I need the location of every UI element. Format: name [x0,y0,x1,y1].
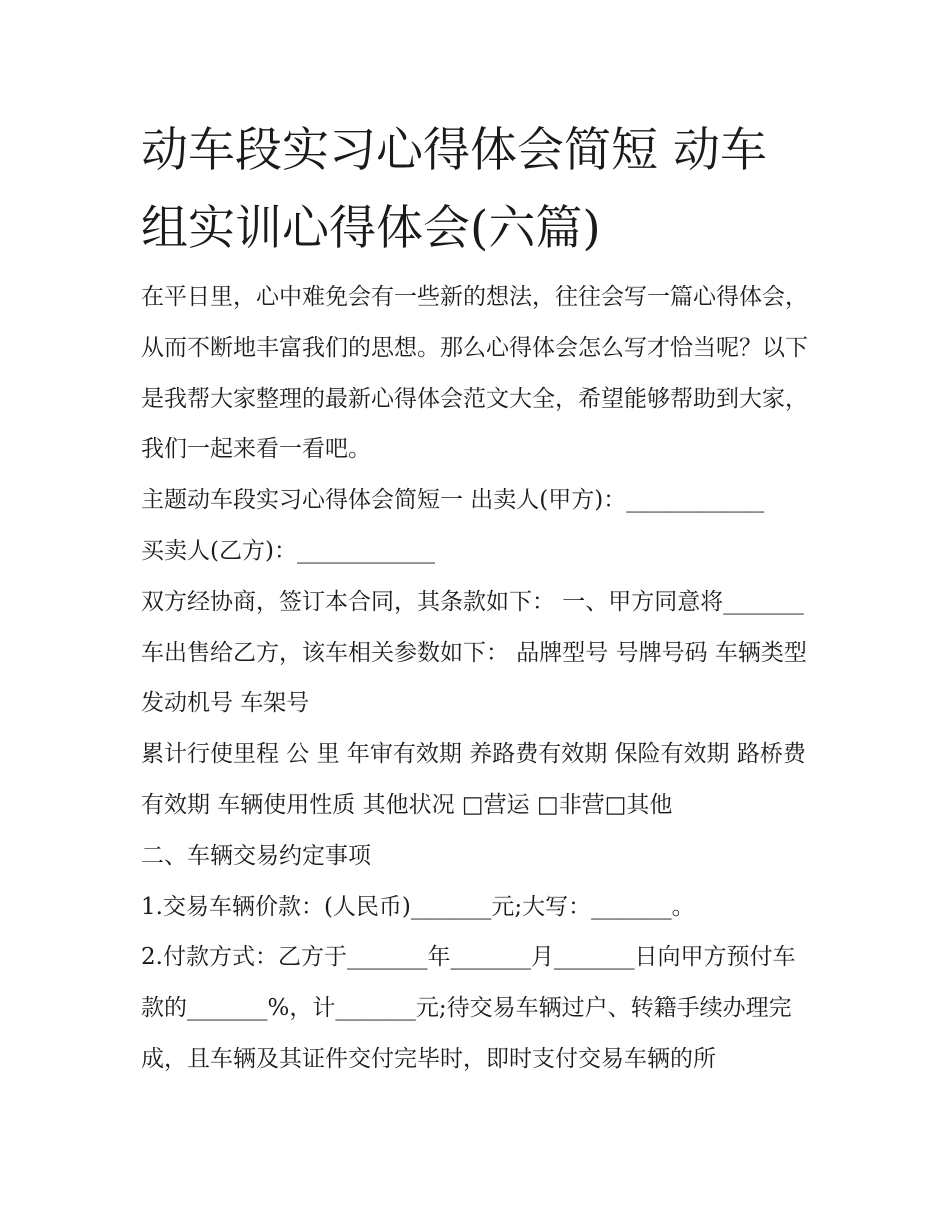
paragraph-intro: 在平日里，心中难免会有一些新的想法，往往会写一篇心得体会，从而不断地丰富我们的思想。那么心得体会怎么写才恰当呢？以下是我帮大家整理的最新心得体会范文大全，希望能够帮助到大家，我们一起来看一看吧。 [141,284,808,463]
paragraph-payment: 2.付款方式：乙方于_______年_______月_______日向甲方预付车款的_______%，计_______元;待交易车辆过户、转籍手续办理完成，且车辆及其证件交付完毕时，即时支付交易车辆的所 [141,944,796,1072]
document-title: 动车段实习心得体会简短 动车组实训心得体会(六篇) [141,123,767,256]
paragraph-agreement: 双方经协商，签订本合同，其条款如下： 一、甲方同意将_______车出售给乙方，该车相关参数如下： 品牌型号 号牌号码 车辆类型 发动机号 车架号 [141,588,807,717]
paragraph-vehicle-details: 累计行使里程 公 里 年审有效期 养路费有效期 保险有效期 路桥费有效期 车辆使用性质 其他状况 □营运 □非营□其他 [141,741,806,818]
paragraph-section-two: 二、车辆交易约定事项 [141,842,371,869]
document-page [141,112,813,1085]
paragraph-buyer: 买卖人(乙方)：____________ [141,537,435,564]
paragraph-seller: 主题动车段实习心得体会简短一 出卖人(甲方)：____________ [141,487,765,514]
paragraph-price: 1.交易车辆价款：(人民币)_______元;大写：_______。 [141,893,695,920]
